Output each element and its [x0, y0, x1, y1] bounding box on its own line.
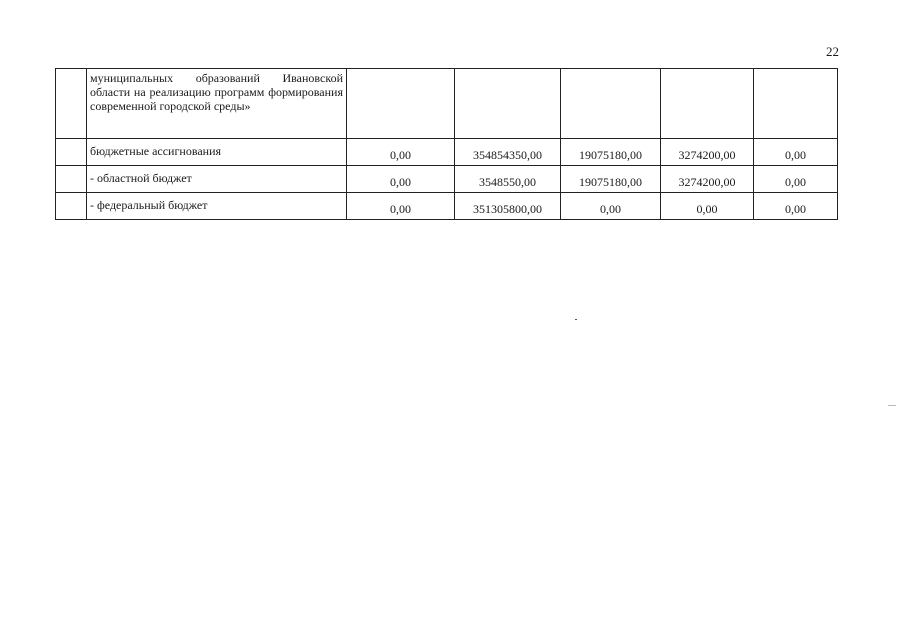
value-cell: 351305800,00 — [455, 193, 561, 220]
value-cell — [661, 69, 754, 139]
index-cell — [56, 139, 87, 166]
value-cell: 0,00 — [754, 166, 838, 193]
table-row-regional-budget — [56, 166, 838, 193]
value-cell — [455, 69, 561, 139]
value-cell: 19075180,00 — [561, 166, 661, 193]
table-row-budget-allocations — [56, 139, 838, 166]
table-row-description — [56, 69, 838, 139]
page-number: 22 — [826, 44, 839, 59]
index-cell — [56, 69, 87, 139]
value-cell: 354854350,00 — [455, 139, 561, 166]
value-cell: 0,00 — [754, 139, 838, 166]
value-cell: 0,00 — [661, 193, 754, 220]
value-cell: 0,00 — [561, 193, 661, 220]
index-cell — [56, 193, 87, 220]
value-cell: 0,00 — [347, 139, 455, 166]
table-row-federal-budget — [56, 193, 838, 220]
index-cell — [56, 166, 87, 193]
value-cell — [561, 69, 661, 139]
program-description-cell: муниципальных образований Ивановской области на реализацию программ формирования современной городской среды» — [87, 69, 347, 139]
value-cell: 0,00 — [347, 166, 455, 193]
row-label: - областной бюджет — [87, 166, 347, 193]
scan-speck — [575, 319, 577, 320]
value-cell: 0,00 — [347, 193, 455, 220]
value-cell: 3548550,00 — [455, 166, 561, 193]
value-cell: 3274200,00 — [661, 166, 754, 193]
value-cell — [754, 69, 838, 139]
row-label: - федеральный бюджет — [87, 193, 347, 220]
value-cell: 19075180,00 — [561, 139, 661, 166]
value-cell: 3274200,00 — [661, 139, 754, 166]
value-cell — [347, 69, 455, 139]
value-cell: 0,00 — [754, 193, 838, 220]
budget-table — [55, 68, 838, 220]
row-label: бюджетные ассигнования — [87, 139, 347, 166]
scan-speck — [888, 405, 896, 406]
